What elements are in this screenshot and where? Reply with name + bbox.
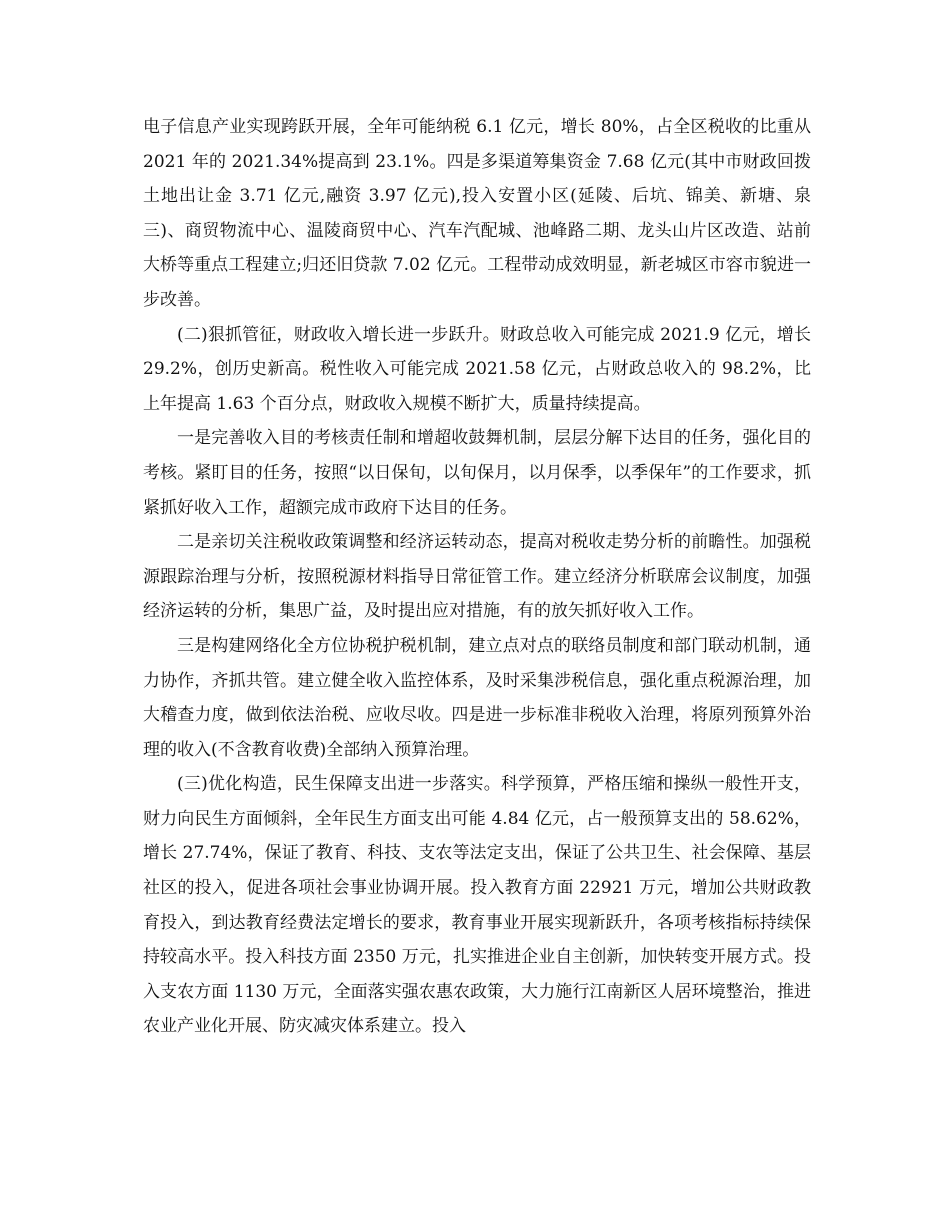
document-body bbox=[143, 110, 811, 1044]
paragraph-6: (三)优化构造，民生保障支出进一步落实。科学预算，严格压缩和操纵一般性开支，财力向民生方面倾斜，全年民生方面支出可能 4.84 亿元，占一般预算支出的 58.62%，增长 27.74%，保证了教育、科技、支农等法定支出，保证了公共卫生、社会保障、基层社区的投入，促进各项社会事业协调开展。投入教育方面 22921 万元，增加公共财政教育投入，到达教育经费法定增长的要求，教育事业开展实现新跃升，各项考核指标持续保持较高水平。投入科技方面 2350 万元，扎实推进企业自主创新，加快转变开展方式。投入支农方面 1130 万元，全面落实强农惠农政策，大力施行江南新区人居环境整治，推进农业产业化开展、防灾减灾体系建立。投入 bbox=[143, 774, 811, 1037]
paragraph-1: 电子信息产业实现跨跃开展，全年可能纳税 6.1 亿元，增长 80%，占全区税收的比重从 2021 年的 2021.34%提高到 23.1%。四是多渠道筹集资金 7.68 亿元(其中市财政回拨土地出让金 3.71 亿元,融资 3.97 亿元),投入安置小区(延陵、后坑、锦美、新塘、泉三)、商贸物流中心、温陵商贸中心、汽车汽配城、池峰路二期、龙头山片区改造、站前大桥等重点工程建立;归还旧贷款 7.02 亿元。工程带动成效明显，新老城区市容市貌进一步改善。 bbox=[143, 117, 811, 310]
paragraph-3: 一是完善收入目的考核责任制和增超收鼓舞机制，层层分解下达目的任务，强化目的考核。紧盯目的任务，按照“以日保旬，以旬保月，以月保季，以季保年”的工作要求，抓紧抓好收入工作，超额完成市政府下达目的任务。 bbox=[143, 428, 811, 518]
paragraph-2: (二)狠抓管征，财政收入增长进一步跃升。财政总收入可能完成 2021.9 亿元，增长 29.2%，创历史新高。税性收入可能完成 2021.58 亿元，占财政总收入的 98.2%，比上年提高 1.63 个百分点，财政收入规模不断扩大，质量持续提高。 bbox=[143, 324, 811, 414]
paragraph-4: 二是亲切关注税收政策调整和经济运转动态，提高对税收走势分析的前瞻性。加强税源跟踪治理与分析，按照税源材料指导日常征管工作。建立经济分析联席会议制度，加强经济运转的分析，集思广益，及时提出应对措施，有的放矢抓好收入工作。 bbox=[143, 532, 811, 622]
paragraph-5: 三是构建网络化全方位协税护税机制，建立点对点的联络员制度和部门联动机制，通力协作，齐抓共管。建立健全收入监控体系，及时采集涉税信息，强化重点税源治理，加大稽查力度，做到依法治税、应收尽收。四是进一步标准非税收入治理，将原列预算外治理的收入(不含教育收费)全部纳入预算治理。 bbox=[143, 635, 811, 760]
